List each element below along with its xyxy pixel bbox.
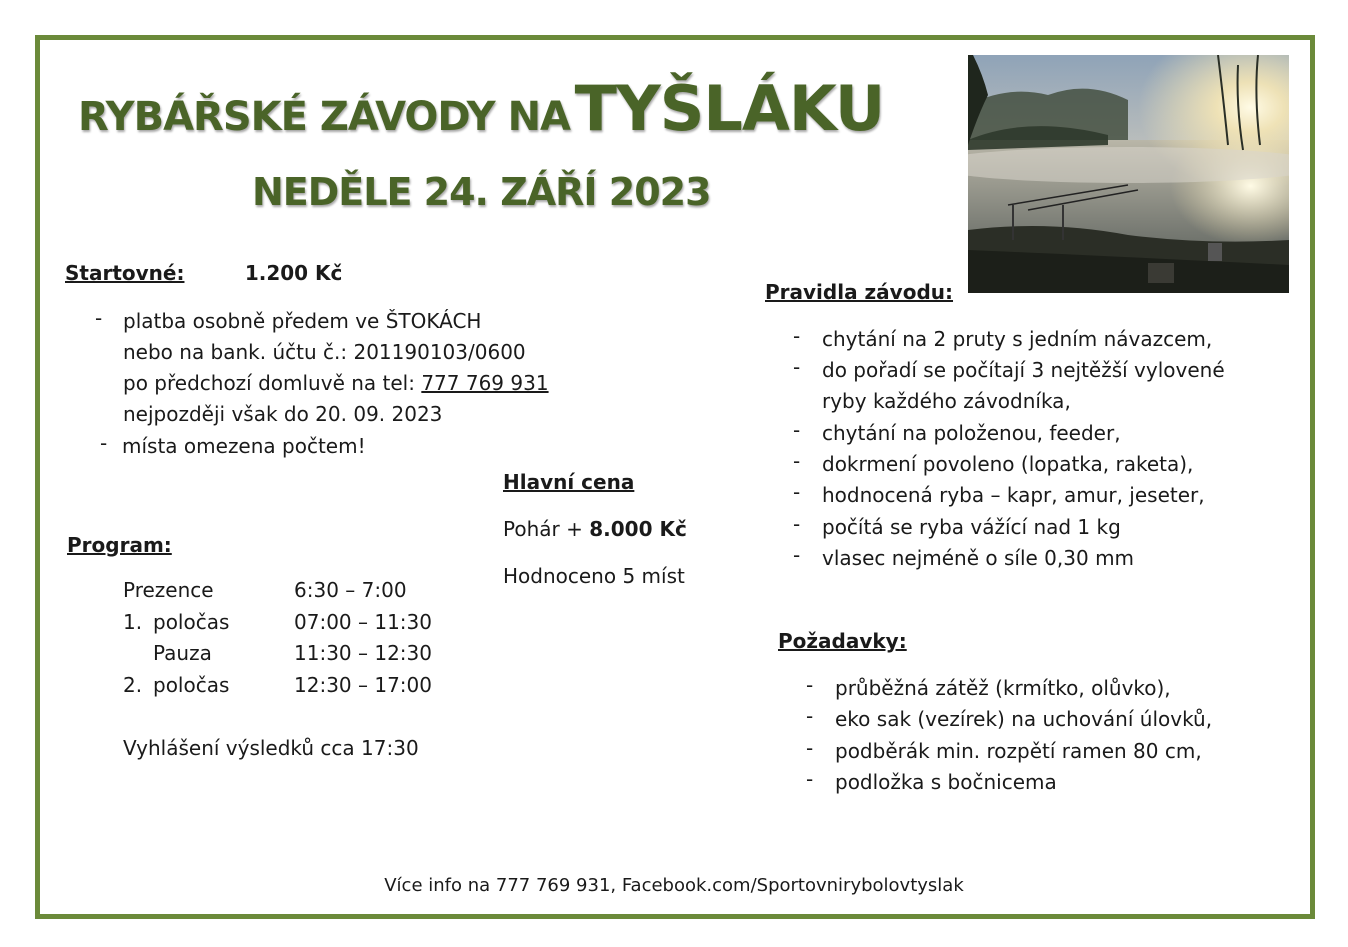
program-row-time: 6:30 – 7:00 xyxy=(294,578,407,602)
bullet-dash: - xyxy=(793,449,801,473)
title-part1: RYBÁŘSKÉ ZÁVODY NA xyxy=(78,94,570,140)
bullet-dash: - xyxy=(95,306,103,330)
rule-item: chytání na položenou, feeder, xyxy=(822,421,1121,445)
bullet-dash: - xyxy=(793,480,801,504)
bullet-dash: - xyxy=(806,673,814,697)
startovne-line-2: nebo na bank. účtu č.: 201190103/0600 xyxy=(123,340,526,364)
rule-item: do pořadí se počítají 3 nejtěžší vylovené xyxy=(822,358,1225,382)
hlavni-cena-label xyxy=(503,467,634,498)
startovne-line-4: nejpozději však do 20. 09. 2023 xyxy=(123,402,443,426)
lake-photo xyxy=(968,55,1289,293)
event-date: NEDĚLE 24. ZÁŘÍ 2023 xyxy=(252,170,711,214)
prize-evaluated: Hodnoceno 5 míst xyxy=(503,564,685,588)
requirement-item: podložka s bočnicema xyxy=(835,770,1057,794)
startovne-line-1: platba osobně předem ve ŠTOKÁCH xyxy=(123,309,482,333)
pozadavky-heading: Požadavky: xyxy=(778,629,907,653)
startovne-line-3 xyxy=(123,368,549,399)
program-row-time: 12:30 – 17:00 xyxy=(294,673,432,697)
bullet-dash: - xyxy=(793,543,801,567)
requirement-item: průběžná zátěž (krmítko, olůvko), xyxy=(835,676,1171,700)
program-row-name: poločas xyxy=(153,610,230,634)
requirement-item: eko sak (vezírek) na uchování úlovků, xyxy=(835,707,1213,731)
startovne-note: místa omezena počtem! xyxy=(122,434,366,458)
startovne-price: 1.200 Kč xyxy=(244,261,343,285)
program-row-name: poločas xyxy=(153,673,230,697)
hlavni-cena-heading: Hlavní cena xyxy=(503,470,635,494)
prize-line xyxy=(503,514,687,545)
prize-prefix: Pohár + xyxy=(503,517,583,541)
main-title xyxy=(78,72,884,145)
rule-item: chytání na 2 pruty s jedním návazcem, xyxy=(822,327,1213,351)
bullet-dash: - xyxy=(100,431,108,455)
prize-amount: 8.000 Kč xyxy=(589,517,687,541)
startovne-label: Startovné: xyxy=(65,261,185,285)
program-row-num: 2. xyxy=(123,673,143,697)
footer-info: Více info na 777 769 931, Facebook.com/Sportovnirybolovtyslak xyxy=(384,875,964,896)
bullet-dash: - xyxy=(806,736,814,760)
program-row-time: 11:30 – 12:30 xyxy=(294,641,432,665)
bullet-dash: - xyxy=(793,512,801,536)
program-results: Vyhlášení výsledků cca 17:30 xyxy=(123,736,419,760)
startovne-phone[interactable]: 777 769 931 xyxy=(421,371,549,395)
program-row-num: 1. xyxy=(123,610,143,634)
bullet-dash: - xyxy=(806,767,814,791)
rule-item: počítá se ryba vážící nad 1 kg xyxy=(822,515,1121,539)
program-row-time: 07:00 – 11:30 xyxy=(294,610,432,634)
pravidla-label xyxy=(765,277,953,308)
program-heading: Program: xyxy=(67,533,172,557)
pravidla-heading: Pravidla závodu: xyxy=(765,280,954,304)
bullet-dash: - xyxy=(793,418,801,442)
requirement-item: podběrák min. rozpětí ramen 80 cm, xyxy=(835,739,1202,763)
bullet-dash: - xyxy=(793,324,801,348)
program-label xyxy=(67,530,172,561)
rule-item-continuation: ryby každého závodníka, xyxy=(822,389,1071,413)
rule-item: hodnocená ryba – kapr, amur, jeseter, xyxy=(822,483,1205,507)
program-row-name: Pauza xyxy=(153,641,212,665)
bullet-dash: - xyxy=(806,704,814,728)
startovne-line-3-text: po předchozí domluvě na tel: xyxy=(123,371,415,395)
program-row-name: Prezence xyxy=(123,578,214,602)
bullet-dash: - xyxy=(793,355,801,379)
startovne-section xyxy=(65,258,342,289)
rule-item: dokrmení povoleno (lopatka, raketa), xyxy=(822,452,1194,476)
rule-item: vlasec nejméně o síle 0,30 mm xyxy=(822,546,1135,570)
title-part2: TYŠLÁKU xyxy=(574,72,885,145)
pozadavky-label xyxy=(778,626,907,657)
